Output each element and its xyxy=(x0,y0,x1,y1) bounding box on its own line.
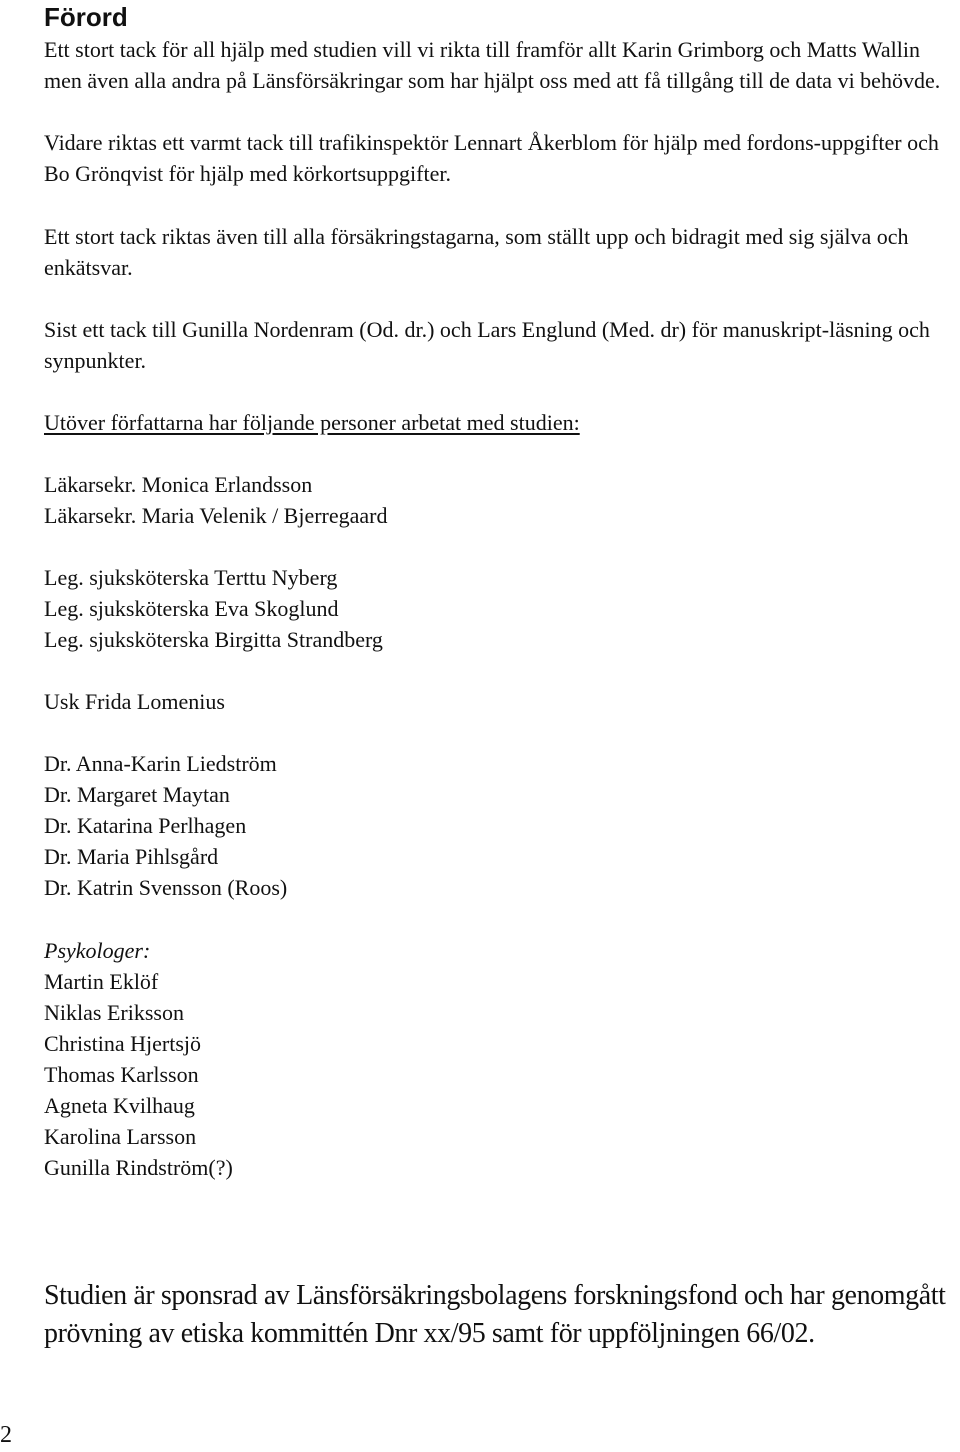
staff-nurse: Leg. sjuksköterska Birgitta Strandberg xyxy=(44,627,383,652)
page-number: 2 xyxy=(0,1422,12,1448)
staff-nurse: Leg. sjuksköterska Eva Skoglund xyxy=(44,596,339,621)
staff-doctor: Dr. Katarina Perlhagen xyxy=(44,813,247,838)
staff-doctor: Dr. Margaret Maytan xyxy=(44,782,230,807)
staff-nurse: Leg. sjuksköterska Terttu Nyberg xyxy=(44,565,338,590)
vehicle-data-paragraph: Vidare riktas ett varmt tack till trafikinspektör Lennart Åkerblom för hjälp med fordons-uppgifter och Bo Grönqvist för hjälp med körkortsuppgifter. xyxy=(44,130,939,186)
staff-psychologist: Christina Hjertsjö xyxy=(44,1031,202,1056)
staff-heading: Utöver författarna har följande personer arbetat med studien: xyxy=(44,410,580,435)
psychologists-heading: Psykologer: xyxy=(44,938,151,963)
staff-psychologist: Niklas Eriksson xyxy=(44,1000,184,1025)
staff-psychologist: Karolina Larsson xyxy=(44,1124,197,1149)
staff-doctor: Dr. Maria Pihlsgård xyxy=(44,844,219,869)
page-title: Förord xyxy=(44,2,128,32)
staff-secretary: Läkarsekr. Maria Velenik / Bjerregaard xyxy=(44,503,388,528)
staff-doctor: Dr. Katrin Svensson (Roos) xyxy=(44,875,288,900)
staff-secretary: Läkarsekr. Monica Erlandsson xyxy=(44,472,313,497)
staff-psychologist: Gunilla Rindström(?) xyxy=(44,1155,233,1180)
staff-usk: Usk Frida Lomenius xyxy=(44,689,225,714)
staff-doctor: Dr. Anna-Karin Liedström xyxy=(44,751,277,776)
sponsor-statement: Studien är sponsrad av Länsförsäkringsbolagens forskningsfond och har genomgått prövning av etiska kommittén Dnr xx/95 samt för uppföljningen 66/02. xyxy=(44,1280,946,1349)
intro-paragraph: Ett stort tack för all hjälp med studien vill vi rikta till framför allt Karin Grimborg och Matts Wallin men även alla andra på Länsförsäkringar som har hjälpt oss med att få tillgång till de data vi behövde. xyxy=(44,37,941,93)
staff-psychologist: Agneta Kvilhaug xyxy=(44,1093,195,1118)
staff-psychologist: Martin Eklöf xyxy=(44,969,159,994)
policyholders-paragraph: Ett stort tack riktas även till alla försäkringstagarna, som ställt upp och bidragit med sig själva och enkätsvar. xyxy=(44,224,909,280)
manuscript-paragraph: Sist ett tack till Gunilla Nordenram (Od. dr.) och Lars Englund (Med. dr) för manuskript-läsning och synpunkter. xyxy=(44,317,930,373)
staff-psychologist: Thomas Karlsson xyxy=(44,1062,199,1087)
